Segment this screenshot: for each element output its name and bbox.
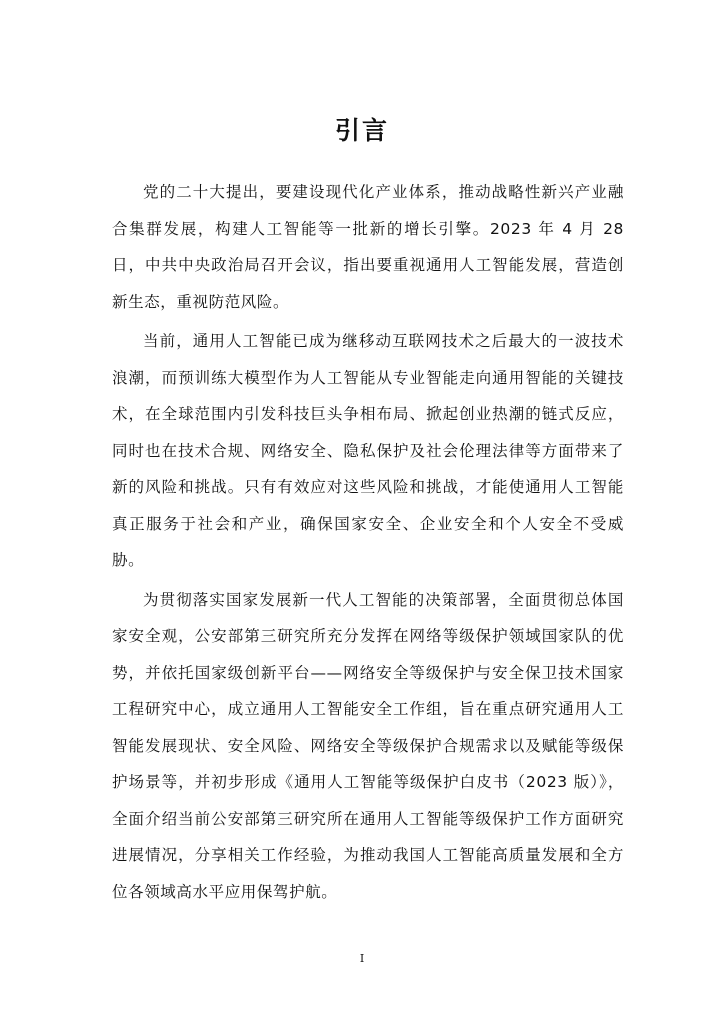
document-body [112,174,624,913]
paragraph-1: 党的二十大提出，要建设现代化产业体系，推动战略性新兴产业融合集群发展，构建人工智能等一批新的增长引擎。2023 年 4 月 28 日，中共中央政治局召开会议，指出要重视通用人工智能发展，营造创新生态，重视防范风险。 [112,183,624,311]
page-title: 引言 [334,116,389,145]
page-number: I [359,952,365,965]
paragraph-3: 为贯彻落实国家发展新一代人工智能的决策部署，全面贯彻总体国家安全观，公安部第三研究所充分发挥在网络等级保护领域国家队的优势，并依托国家级创新平台——网络安全等级保护与安全保卫技术国家工程研究中心，成立通用人工智能安全工作组，旨在重点研究通用人工智能发展现状、安全风险、网络安全等级保护合规需求以及赋能等级保护场景等，并初步形成《通用人工智能等级保护白皮书（2023 版）》，全面介绍当前公安部第三研究所在通用人工智能等级保护工作方面研究进展情况，分享相关工作经验，为推动我国人工智能高质量发展和全方位各领域高水平应用保驾护航。 [112,590,624,901]
paragraph-2: 当前，通用人工智能已成为继移动互联网技术之后最大的一波技术浪潮，而预训练大模型作为人工智能从专业智能走向通用智能的关键技术，在全球范围内引发科技巨头争相布局、掀起创业热潮的链式反应，同时也在技术合规、网络安全、隐私保护及社会伦理法律等方面带来了新的风险和挑战。只有有效应对这些风险和挑战，才能使通用人工智能真正服务于社会和产业，确保国家安全、企业安全和个人安全不受威胁。 [112,332,624,569]
